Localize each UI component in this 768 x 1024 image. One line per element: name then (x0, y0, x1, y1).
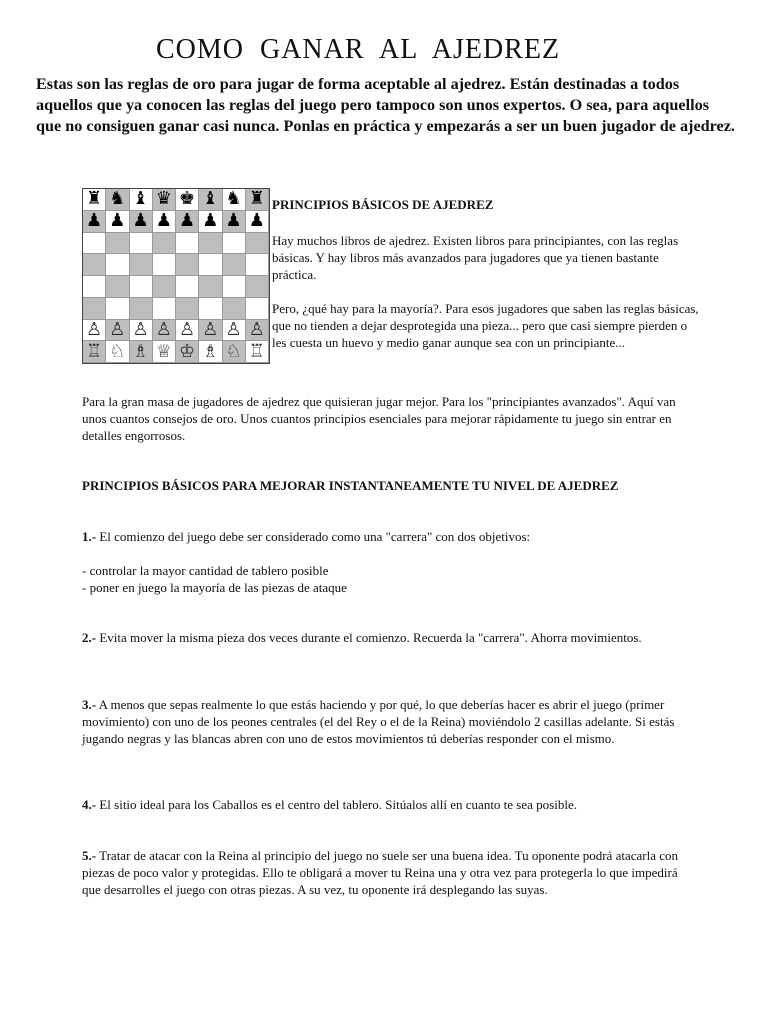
board-square (106, 276, 129, 298)
board-square (199, 276, 222, 298)
board-square (130, 233, 153, 255)
principle-number: 3.- (82, 697, 97, 712)
board-square: ♙ (130, 320, 153, 342)
board-square (176, 233, 199, 255)
board-square: ♗ (199, 341, 222, 363)
board-square (153, 254, 176, 276)
board-square (153, 233, 176, 255)
board-square: ♟ (199, 211, 222, 233)
principle-number: 5.- (82, 848, 97, 863)
board-square: ♞ (106, 189, 129, 211)
side-paragraph-1: Hay muchos libros de ajedrez. Existen libros para principiantes, con las reglas básicas. Y hay libros más avanzados para jugadores que ya tienen bastante práctica. (272, 233, 679, 282)
board-square: ♙ (176, 320, 199, 342)
chessboard-diagram (82, 188, 270, 364)
board-square (176, 276, 199, 298)
board-square (106, 233, 129, 255)
board-square (130, 298, 153, 320)
principle-2 (82, 629, 687, 646)
board-square (153, 276, 176, 298)
board-square (83, 298, 106, 320)
board-square: ♟ (246, 211, 269, 233)
board-square: ♟ (176, 211, 199, 233)
principle-text: El sitio ideal para los Caballos es el centro del tablero. Sitúalos allí en cuanto te sea posible. (96, 797, 577, 812)
principle-3 (82, 696, 687, 747)
section-heading-basic-principles: PRINCIPIOS BÁSICOS DE AJEDREZ (272, 197, 494, 212)
bullet-item: - controlar la mayor cantidad de tablero posible (82, 563, 329, 578)
board-square (223, 298, 246, 320)
board-square: ♙ (106, 320, 129, 342)
board-square: ♟ (153, 211, 176, 233)
side-paragraph-2: Pero, ¿qué hay para la mayoría?. Para esos jugadores que saben las reglas básicas, que no tienden a dejar desprotegida una pieza... pero que casi siempre pierden o les cuesta un huevo y medio ganar aunque sea con un principiante... (272, 301, 699, 350)
board-square: ♝ (130, 189, 153, 211)
board-square (130, 254, 153, 276)
board-square: ♔ (176, 341, 199, 363)
board-square: ♛ (153, 189, 176, 211)
board-square: ♟ (223, 211, 246, 233)
board-square (153, 298, 176, 320)
board-square: ♝ (199, 189, 222, 211)
board-square (83, 233, 106, 255)
board-square: ♗ (130, 341, 153, 363)
board-square (246, 276, 269, 298)
board-square: ♟ (106, 211, 129, 233)
board-square: ♙ (223, 320, 246, 342)
board-square (223, 276, 246, 298)
board-square: ♜ (83, 189, 106, 211)
principle-text: A menos que sepas realmente lo que estás haciendo y por qué, lo que deberías hacer es abrir el juego (primer movimiento) con uno de los peones centrales (el del Rey o el de la Reina) moviéndolo 2 casillas adelante. Si estás jugando negras y las blancas abren con uno de estos movimientos tú deberías responder con el mismo. (82, 697, 675, 746)
bullet-item: - poner en juego la mayoría de las piezas de ataque (82, 580, 347, 595)
board-square: ♟ (130, 211, 153, 233)
board-square (83, 254, 106, 276)
board-square (223, 254, 246, 276)
bullet-list (82, 562, 687, 596)
principle-text: Evita mover la misma pieza dos veces durante el comienzo. Recuerda la "carrera". Ahorra movimientos. (96, 630, 642, 645)
board-square: ♚ (176, 189, 199, 211)
board-side-text (272, 196, 702, 368)
principle-1 (82, 528, 687, 545)
board-square: ♜ (246, 189, 269, 211)
page-title: COMO GANAR AL AJEDREZ (155, 34, 561, 65)
board-square (223, 233, 246, 255)
board-square: ♙ (199, 320, 222, 342)
principle-4 (82, 796, 687, 813)
board-square (199, 254, 222, 276)
board-square: ♕ (153, 341, 176, 363)
lead-paragraph: Para la gran masa de jugadores de ajedrez que quisieran jugar mejor. Para los "principiantes avanzados". Aquí van unos cuantos consejos de oro. Unos cuantos principios esenciales para mejorar rápidamente tu juego sin entrar en detalles engorrosos. (82, 394, 676, 443)
principle-number: 4.- (82, 797, 97, 812)
board-square (106, 298, 129, 320)
board-square (246, 298, 269, 320)
board-square (176, 298, 199, 320)
board-square (246, 233, 269, 255)
principle-text: El comienzo del juego debe ser considerado como una "carrera" con dos objetivos: (96, 529, 531, 544)
intro-paragraph: Estas son las reglas de oro para jugar de forma aceptable al ajedrez. Están destinadas a todos aquellos que ya conocen las reglas del juego pero tampoco son unos expertos. O sea, para aquellos que no consiguen ganar casi nunca. Ponlas en práctica y empezarás a ser un buen jugador de ajedrez. (36, 75, 735, 135)
principle-5 (82, 847, 687, 898)
board-square: ♞ (223, 189, 246, 211)
board-square: ♙ (83, 320, 106, 342)
board-square: ♖ (83, 341, 106, 363)
board-square (199, 233, 222, 255)
board-square (246, 254, 269, 276)
board-square: ♘ (223, 341, 246, 363)
board-square: ♖ (246, 341, 269, 363)
principle-number: 2.- (82, 630, 97, 645)
board-square: ♘ (106, 341, 129, 363)
board-square (199, 298, 222, 320)
principle-text: Tratar de atacar con la Reina al principio del juego no suele ser una buena idea. Tu oponente podrá atacarla con piezas de poco valor y protegidas. Ello te obligará a mover tu Reina una y otra vez para protegerla lo que impedirá que desarrolles el juego con otras piezas. A su vez, tu oponente irá desplegando las suyas. (82, 848, 679, 897)
board-square (106, 254, 129, 276)
board-square: ♙ (153, 320, 176, 342)
board-square (176, 254, 199, 276)
principle-number: 1.- (82, 529, 97, 544)
board-square (130, 276, 153, 298)
board-square (83, 276, 106, 298)
section-heading-improve: PRINCIPIOS BÁSICOS PARA MEJORAR INSTANTANEAMENTE TU NIVEL DE AJEDREZ (82, 478, 619, 493)
board-square: ♟ (83, 211, 106, 233)
board-square: ♙ (246, 320, 269, 342)
